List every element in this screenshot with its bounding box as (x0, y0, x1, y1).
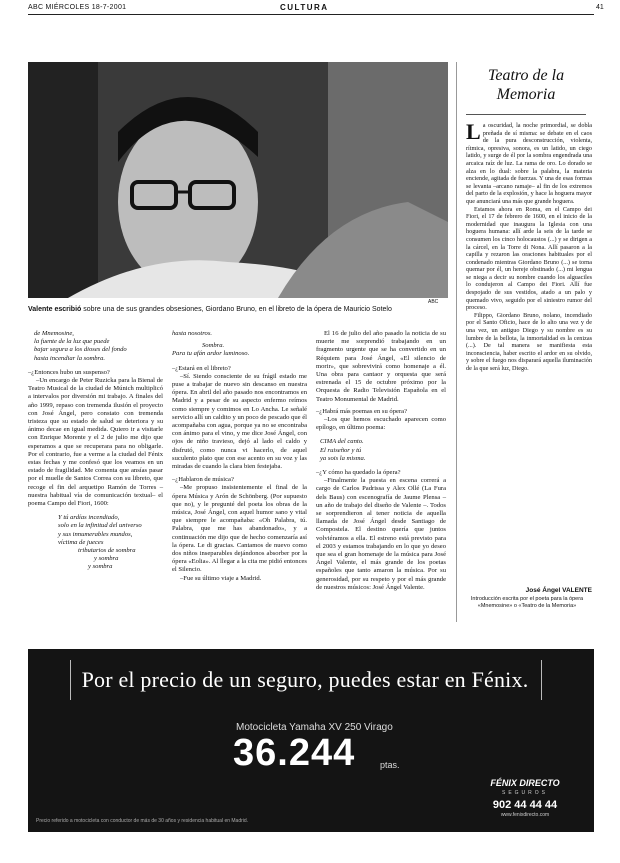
verse-line: El ruiseñor y tú (320, 446, 362, 454)
sidebar-text (466, 119, 592, 373)
sidebar-paragraph: Estamos ahora en Roma, en el Campo dei Fiori, el 17 de febrero de 1600, en el inicio de la modernidad que inaugura la Iglesia con una hoguera humana: allí arde la seis de la tarde se consumen los cinco holocaustos (...) y se dirigen a la cárcel, en la Torre di Nona. Allí pasaron a la capilla y rezaron las oraciones habituales por el condenado mientras Giordano Bruno (...) se torna quemar por él, un hereje obstinado (...) mi lengua se niega a decir su nombre cuando los alguaciles lo condujeron al Campo dei Fiori. Allí fue despojado de sus vestidos, atado a un palo y quemado vivo, seguido por el siniestro rumor del proceso. (466, 205, 592, 312)
sidebar-paragraph: Filippo, Giordano Bruno, nolano, incendiado por el Santo Oficio, hace de lo alto una vez y de una vez, un antiguo Diego y su nombre es su lumbre de la bellota, la inmortalidad es la cenizas (...). De tal manera se manifiesta esta inconsciencia, haber escrito el ardor en su olvido, y sobre el fuego nos disparará aquella iluminación de la que será luz, Diego. (466, 311, 592, 372)
poem-line: y sus innumerables mundos, (58, 530, 133, 538)
ad-product-model: Motocicleta Yamaha XV 250 Virago (236, 722, 393, 733)
sidebar-title (456, 66, 596, 104)
poem-line: Y tú ardías incendiado, (58, 514, 120, 522)
sidebar-author-note: Introducción escrita por el poeta para la ópera «Mnemosine» o «Teatro de la Memoria» (470, 596, 584, 609)
sidebar-author: José Ángel VALENTE (525, 587, 592, 594)
verse-line: ya sois la misma. (320, 454, 366, 462)
header-section: CULTURA (280, 3, 329, 12)
header-page-number: 41 (596, 4, 604, 11)
sidebar-rule (466, 114, 586, 115)
drop-cap: L (466, 119, 481, 144)
article-column-3 (316, 330, 446, 592)
poem-line: solo en la infinitud del universo (58, 522, 142, 530)
interview-question: –¿Estará en el libreto? (172, 364, 231, 372)
ad-price: 36.244 (233, 732, 356, 774)
caption-lead: Valente escribió (28, 306, 82, 313)
interview-question: –¿Hablaron de música? (172, 476, 234, 484)
interview-question: –¿Habrá más poemas en su ópera? (316, 407, 407, 415)
quote-line: la fuente de la luz que puede (34, 338, 110, 346)
verse-line: CIMA del canto. (320, 438, 364, 446)
quote-line: hasta incendiar la sombra. (34, 354, 106, 362)
verse-line: hasta nosotros. (172, 330, 213, 337)
quote-line: de Mnemosine, (34, 330, 74, 337)
caption-text: sobre una de sus grandes obsesiones, Giordano Bruno, en el libreto de la ópera de Mauricio Sotelo (83, 306, 392, 313)
photo-caption (28, 305, 448, 314)
ad-currency: ptas. (380, 760, 400, 770)
interview-answer: –Sí. Siendo consciente de su frágil estado me puse a trabajar de nuevo sin descanso en nuestra ópera. En abril del año pasado nos encontramos en Madrid y a pesar de su aspecto enfermo reímos como siempre y comimos en Lo Ancha. Le señalé servicio allí un caldito y un poco de pescado que él acompañaba con agua, porque ya no se encontraba con ánimo para el vino, y me dice José Ángel, con ojos de niño travieso, dejó al lado el caldo y disfrutó, como nunca vi hacerlo, de aquel suculento plato que con ese acento en su voz y las miradas de cuando la clara bien festejaba. (172, 372, 307, 471)
header-rule (28, 14, 594, 15)
interview-answer: –Los que hemos escuchado aparecen como epílogo, en último poema: (316, 416, 446, 432)
verse-line: Para tu afán ardor luminoso. (172, 350, 250, 358)
poem-line: víctima de jueces (58, 538, 104, 546)
sidebar-title-line: Memoria (496, 86, 556, 103)
interview-answer: El 16 de julio del año pasado la noticia de su muerte me sorprendió trabajando en un fragmento urgente que se ha convertido en un Réquiem para José Ángel, «El silencio de morir», que sobrevivirá como homenaje a él. Una obra para cantaor y orquesta que será estrenada el 15 de octubre próximo por la Orquesta de Radio Televisión Española en el Teatro Monumental de Madrid. (316, 330, 446, 403)
ad-headline: Por el precio de un seguro, puedes estar en Fénix. (81, 667, 529, 692)
photo-credit: ABC (428, 299, 439, 305)
poem-line: y sombra (94, 555, 119, 563)
interview-question: –¿Y cómo ha quedado la ópera? (316, 469, 401, 477)
interview-answer: –Me propuso insistentemente el final de la ópera Música y Arón de Schönberg. (Por supuesto que no), y le pregunté del poeta los obras de la música, José Ángel, con aquel humor sano y vital que siempre le acompañaba: «Oh Palabra, tú. Palabra, que me has abandonado», y a continuación me dijo que de hecho comenzaría así la ópera. Le di gracias. Cantamos de nuevo como dos niños inseparables dejándonos absorber por la ópera «Eolia». Al llegar a la cita me pidió entonces el Silencio. (172, 484, 307, 574)
verse-line: Sombra. (202, 342, 225, 350)
interview-question: –¿Entonces hubo un suspenso? (28, 368, 110, 376)
poem-line: tributarios de sombra (78, 547, 136, 555)
poem-line: y sombra (88, 563, 113, 571)
ad-fine-print: Precio referido a motocicleta con conductor de más de 30 años y residencia habitual en Madrid. (36, 818, 249, 824)
ad-brand-name: FÉNIX DIRECTO (490, 778, 560, 788)
interview-answer: –Un encargo de Peter Ruzicka para la Bienal de Teatro Musical de la ciudad de Múnich multiplicó a intervalos por diversión mi trabajo. A finales del año 1999, repaso con tremenda ilusión el proyecto con José Ángel, pero constato con tremenda tristeza que su estado de salud se deteriora y su ánimo decae en igual medida. Quiero ir a visitarle con Enrique Morente y el 2 de julio me dijo que esperamos a que se recuperara para no obligarle. Por el contrario, fue a verme a la ciudad del Fénix estas fechas y me confesó que los veamos en un estado de fragilidad. Me comenta que ansías pasar por el muelle de Santos Correa con su libreto, que recoge el fin del arquetipo Ramón de Torres –nuestra habitual vía de comunicación textual– el poema Campo del Fiori, 1600: (28, 377, 163, 508)
ad-website: www.fenixdirecto.com (500, 812, 550, 818)
interview-answer: –Finalmente la puesta en escena correrá a cargo de Carlos Padrissa y Alex Ollé (La Fura dels Baus) con escenografía de Jaume Plensa – un año de trabajo del diseño de Valente –. Todos se sorprendieron al tener noticia de aquella llamada de José Ángel desde Santiago de Compostela. El destino quería que juntos volviéramos a ella. El estreno está previsto para el 2003 y estamos trabajando en lo que yo deseo que sea el gran homenaje de la música para José Ángel Valente, el más grande de los poetas españoles que tanto amaron la música. Por su generosidad, por su respeto y por el más grande de nuestros músicos: José Ángel Valente. (316, 477, 446, 591)
ad-phone-number: 902 44 44 44 (492, 799, 558, 811)
ad-brand-tagline: SEGUROS (501, 790, 548, 796)
portrait-photo (28, 62, 448, 298)
sidebar-title-line: Teatro de la (487, 67, 565, 84)
sidebar-paragraph: a oscuridad, la noche primordial, se dobla preñada de sí misma: se debate en el caos de la pura desconstrucción, violenta, rítmica, opresiva, sonora, es un latido, un ciego latido, y surge de él por la sombra engendrada una arcaica raíz de luz. La rama de oro. Lo dorado se alza en lo dual: sobre la palabra, la materia enciende, agitada de fuerzas. Y una de esas formas se levanta –arcano ramaje– al fin de los extremos del parto de la explosión, y hace la hoguera mayor que anunciará una más que grande hoguera. (466, 122, 592, 205)
header-date: ABC MIÉRCOLES 18-7-2001 (28, 4, 127, 11)
article-column-1 (28, 330, 163, 572)
article-column-2 (172, 330, 307, 583)
quote-line: bajar segura a los dioses del fondo (34, 346, 127, 354)
interview-answer: –Fue su último viaje a Madrid. (180, 574, 262, 582)
